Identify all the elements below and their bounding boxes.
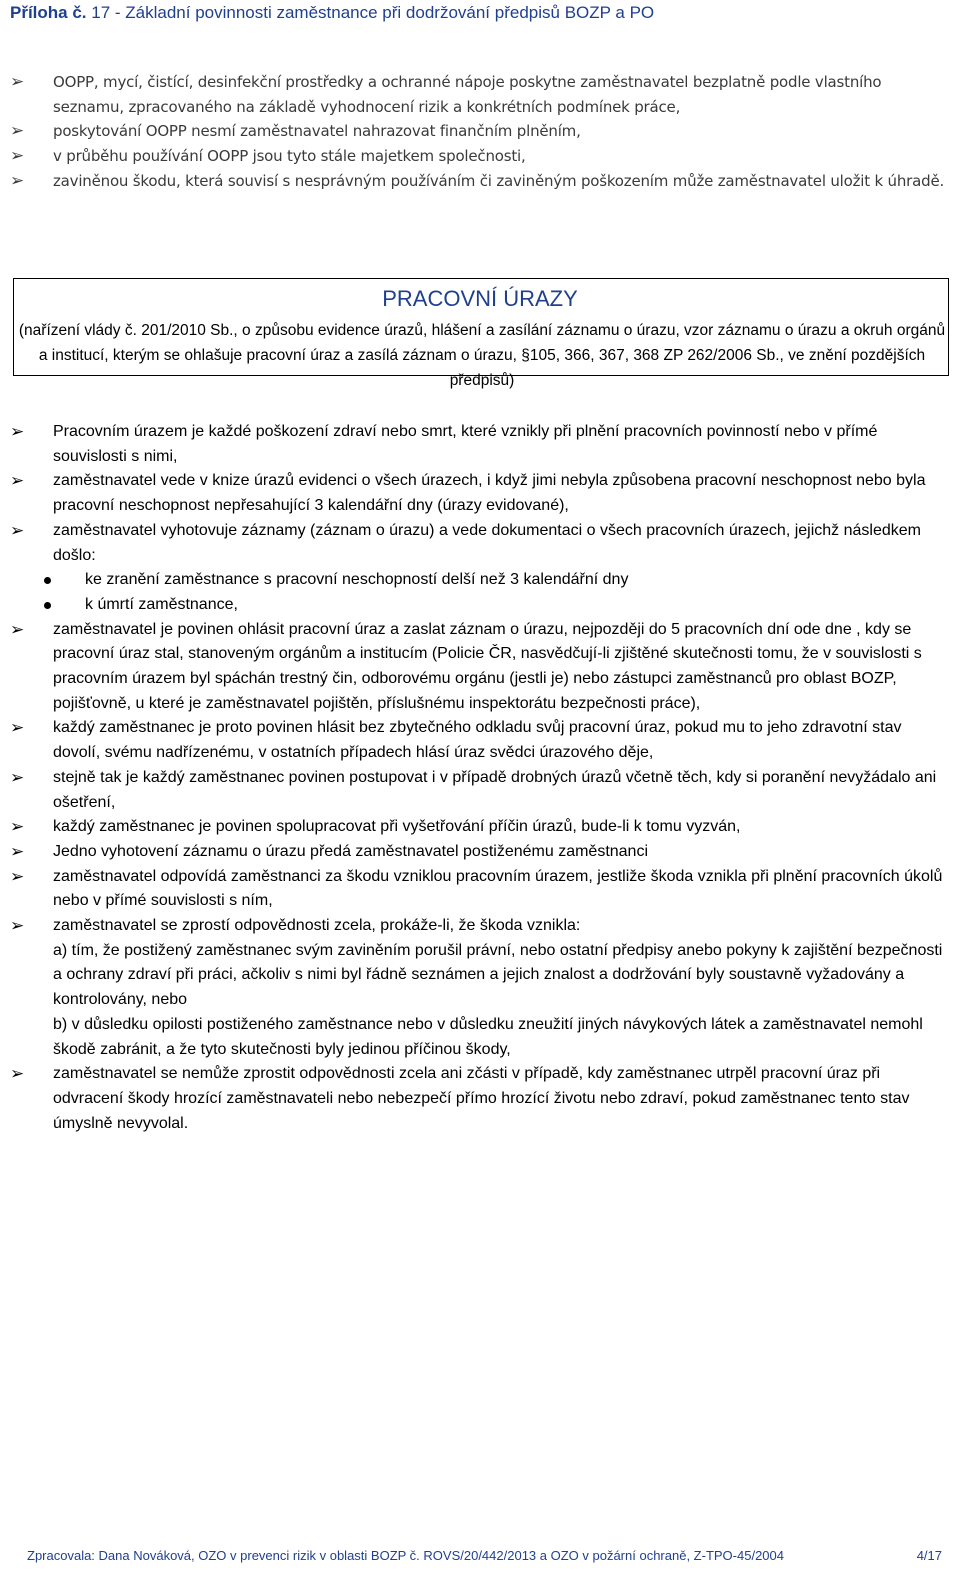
arrow-bullet-icon: ➢: [10, 1064, 25, 1084]
arrow-bullet-icon: ➢: [10, 718, 25, 738]
arrow-bullet-icon: ➢: [10, 72, 25, 92]
list-item: ➢ každý zaměstnanec je proto povinen hlásit bez zbytečného odkladu svůj pracovní úraz, pokud mu to jeho zdravotní stav dovolí, svému nadřízenému, v ostatních případech hlásí úraz svědci úrazového děje,: [10, 718, 902, 762]
list-item: ➢ OOPP, mycí, čistící, desinfekční prostředky a ochranné nápoje poskytne zaměstnavatel bezplatně podle vlastního seznamu, zpracovaného na základě vyhodnocení rizik a konkrétních podmínek práce,: [10, 72, 882, 116]
list-item: ➢ zaměstnavatel vyhotovuje záznamy (záznam o úrazu) a vede dokumentaci o všech pracovních úrazech, jejichž následkem došlo: ke zranění zaměstnance s pracovní neschopností delší než 3 kalendářní dny k úmrtí zaměstnance,: [10, 519, 945, 618]
arrow-bullet-icon: ➢: [10, 520, 25, 540]
list-item: ➢ v průběhu používání OOPP jsou tyto stále majetkem společnosti,: [10, 144, 945, 169]
attachment-title: 17 - Základní povinnosti zaměstnance při dodržování předpisů BOZP a PO: [86, 3, 655, 22]
arrow-bullet-icon: ➢: [10, 866, 25, 886]
list-item: ➢ zaměstnavatel odpovídá zaměstnanci za škodu vzniklou pracovním úrazem, jestliže škoda vznikla při plnění pracovních úkolů nebo v přímé souvislosti s ním,: [10, 866, 943, 910]
list-item: ➢ zaviněnou škodu, která souvisí s nesprávným používáním či zaviněným poškozením může zaměstnavatel uložit k úhradě.: [10, 169, 945, 194]
arrow-bullet-icon: ➢: [10, 619, 25, 639]
list-item: ➢ zaměstnavatel se nemůže zprostit odpovědnosti zcela ani zčásti v případě, kdy zaměstnanec utrpěl pracovní úraz při odvracení škody hrozící zaměstnavateli nebo nebezpečí přímo hrozící životu nebo zdraví, pokud zaměstnanec tento stav úmyslně nevyvolal.: [10, 1064, 910, 1132]
page-footer: [27, 1548, 942, 1564]
oopp-list: [10, 70, 945, 194]
arrow-bullet-icon: ➢: [10, 170, 25, 191]
list-item: ➢ stejně tak je každý zaměstnanec povinen postupovat i v případě drobných úrazů včetně těch, kdy si poranění nevyžádalo ani ošetření,: [10, 767, 937, 811]
arrow-bullet-icon: ➢: [10, 767, 25, 787]
dot-bullet-icon: [44, 577, 51, 584]
list-item: ➢ zaměstnavatel je povinen ohlásit pracovní úraz a zaslat záznam o úrazu, nejpozději do 5 pracovních dní ode dne , kdy se pracovní úraz stal, stanoveným orgánům a institucím (Policie ČR, nasvědčují-li zjištěné skutečnosti tomu, že v souvislosti s pracovním úrazem byl spáchán trestný čin, odborovému orgánu (jestli je) nebo zástupci zaměstnanců pro oblast BOZP, pojišťovně, u které je zaměstnavatel pojištěn, příslušnému inspektorátu bezpečnosti práce),: [10, 619, 922, 712]
arrow-bullet-icon: ➢: [10, 146, 25, 167]
condition-b: b) v důsledku opilosti postiženého zaměstnance nebo v důsledku zneužití jiných návykových látek a zaměstnavatel nemohl škodě zabránit, a že tyto skutečnosti byly jedinou příčinou škody,: [53, 1015, 923, 1058]
condition-a: a) tím, že postižený zaměstnanec svým zaviněním porušil právní, nebo ostatní předpisy anebo pokyny k zajištění bezpečnosti a ochrany zdraví při práci, ačkoliv s nimi byl řádně seznámen a jejich znalost a dodržování byly soustavně vyžadovány a kontrolovány, nebo: [53, 941, 943, 1009]
list-item: ➢ každý zaměstnanec je povinen spolupracovat při vyšetřování příčin úrazů, bude-li k tomu vyzván,: [10, 815, 945, 840]
arrow-bullet-icon: ➢: [10, 916, 25, 936]
arrow-bullet-icon: ➢: [10, 422, 25, 441]
section-title: PRACOVNÍ ÚRAZY: [382, 286, 578, 311]
dot-bullet-icon: [44, 602, 51, 609]
injury-rules-list: [10, 420, 945, 1136]
attachment-label: Příloha č.: [10, 3, 87, 22]
section-legal-reference: (nařízení vlády č. 201/2010 Sb., o způsobu evidence úrazů, hlášení a zasílání záznamu o úrazu, vzor záznamu o úrazu a okruh orgánů a institucí, kterým se ohlašuje pracovní úraz a zasílá záznam o úrazu, §105, 366, 367, 368 ZP 262/2006 Sb., ve znění pozdějších předpisů): [18, 322, 946, 389]
list-item: ➢ zaměstnavatel vede v knize úrazů evidenci o všech úrazech, i když jimi nebyla způsobena pracovní neschopnost nebo byla pracovní neschopnost nepřesahující 3 kalendářní dny (úrazy evidované),: [10, 471, 926, 515]
arrow-bullet-icon: ➢: [10, 841, 25, 861]
list-item: ➢ zaměstnavatel se zprostí odpovědnosti zcela, prokáže-li, že škoda vznikla: a) tím, že postižený zaměstnanec svým zaviněním porušil právní, nebo ostatní předpisy anebo pokyny k zajištění bezpečnosti a ochrany zdraví při práci, ačkoliv s nimi byl řádně seznámen a jejich znalost a dodržování byly soustavně vyžadovány a kontrolovány, nebo b) v důsledku opilosti postiženého zaměstnance nebo v důsledku zneužití jiných návykových látek a zaměstnavatel nemohl škodě zabránit, a že tyto skutečnosti byly jedinou příčinou škody,: [10, 914, 945, 1062]
sub-list: [10, 568, 945, 617]
list-item: ➢ poskytování OOPP nesmí zaměstnavatel nahrazovat finančním plněním,: [10, 119, 945, 144]
sub-list-item: k úmrtí zaměstnance,: [10, 593, 945, 618]
page-number: 4/17: [916, 1548, 942, 1563]
sub-list-item: ke zranění zaměstnance s pracovní neschopností delší než 3 kalendářní dny: [10, 568, 945, 593]
arrow-bullet-icon: ➢: [10, 121, 25, 142]
arrow-bullet-icon: ➢: [10, 817, 25, 837]
list-item: ➢ Pracovním úrazem je každé poškození zdraví nebo smrt, které vznikly při plnění pracovních povinností nebo v přímé souvislosti s nimi,: [10, 422, 878, 465]
list-item: ➢ Jedno vyhotovení záznamu o úrazu předá zaměstnavatel postiženému zaměstnanci: [10, 840, 945, 865]
arrow-bullet-icon: ➢: [10, 471, 25, 491]
footer-author: Zpracovala: Dana Nováková, OZO v prevenci rizik v oblasti BOZP č. ROVS/20/442/2013 a OZO v požární ochraně, Z-TPO-45/2004: [27, 1548, 784, 1563]
page-header: [10, 2, 654, 24]
